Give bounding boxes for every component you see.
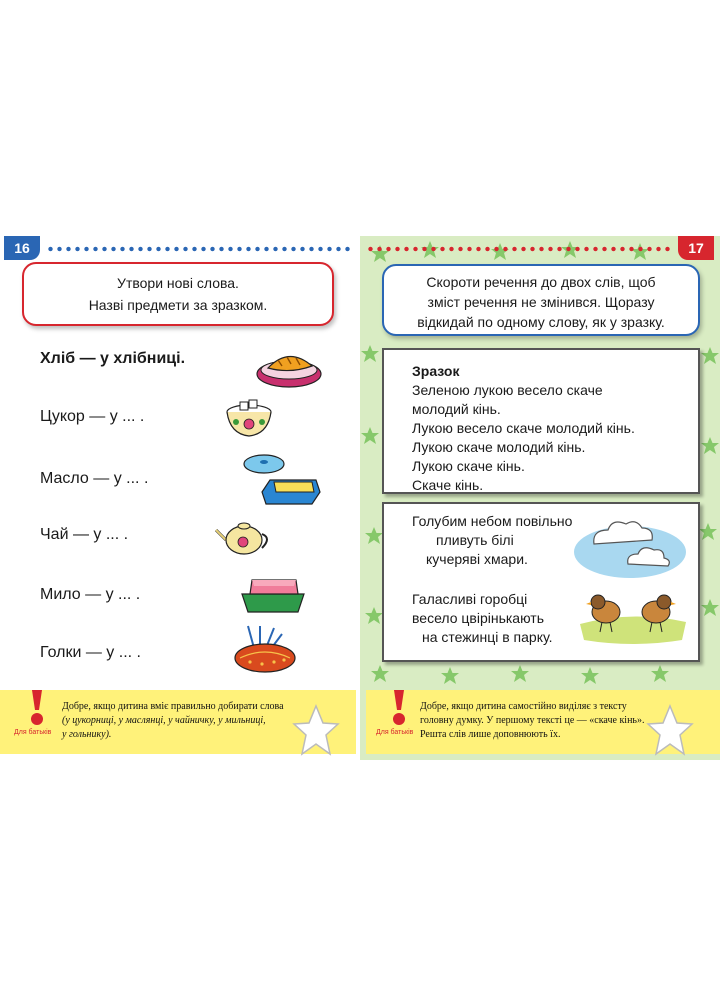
right-page xyxy=(360,236,720,760)
exercise-item: Голки — у ... . xyxy=(40,644,141,661)
sentence-line: весело цвірінькають xyxy=(412,610,544,626)
teapot-icon xyxy=(212,516,276,556)
exercise-item: Масло — у ... . xyxy=(40,470,149,487)
sentence-line: Галасливі горобці xyxy=(412,591,528,607)
note-line: у гольнику). xyxy=(62,729,112,740)
pincushion-icon xyxy=(230,624,300,674)
sample-line: Зеленою лукою весело скаче xyxy=(412,382,603,398)
sentence-line: кучеряві хмари. xyxy=(426,551,528,567)
note-line: Добре, якщо дитина самостійно виділяє з тексту xyxy=(420,701,627,712)
star-icon xyxy=(292,704,340,758)
butter-dish-icon xyxy=(240,452,324,510)
dotted-line-right xyxy=(366,246,672,252)
note-line: Добре, якщо дитина вміє правильно добирати слова xyxy=(62,701,284,712)
sentence-line: пливуть білі xyxy=(436,532,514,548)
exercise-item: Чай — у ... . xyxy=(40,526,129,543)
sentence-line: на стежинці в парку. xyxy=(422,629,553,645)
instruction-line: відкидай по одному слову, як у зразку. xyxy=(417,314,665,330)
instruction-line: Скороти речення до двох слів, щоб xyxy=(426,274,656,290)
page-number-right: 17 xyxy=(678,236,714,260)
instruction-line: Назві предмети за зразком. xyxy=(88,297,268,313)
dotted-line-left xyxy=(46,246,352,252)
clouds-icon xyxy=(572,514,688,580)
star-icon xyxy=(646,704,694,758)
sparrows-icon xyxy=(578,590,688,652)
exercise-item: Мило — у ... . xyxy=(40,586,141,603)
instruction-box-right xyxy=(382,264,700,336)
sample-line: Лукою весело скаче молодий кінь. xyxy=(412,420,635,436)
note-line: Решта слів лише доповнюють їх. xyxy=(420,729,561,740)
sample-line: Лукою скаче молодий кінь. xyxy=(412,439,586,455)
note-label: Для батьків xyxy=(14,729,52,736)
bread-basket-icon xyxy=(254,348,324,388)
note-line: (у цукорниці, у маслянці, у чайничку, у мильниці, xyxy=(62,715,266,726)
left-page xyxy=(0,236,356,760)
page-number-left: 16 xyxy=(4,236,40,260)
exercise-box xyxy=(382,502,700,662)
sugar-bowl-icon xyxy=(222,396,276,440)
note-line: головну думку. У першому тексті це — «скаче кінь». xyxy=(420,715,645,726)
model-item: Хліб — у хлібниці. xyxy=(40,350,186,367)
note-label: Для батьків xyxy=(376,729,414,736)
exercise-item: Цукор — у ... . xyxy=(40,408,145,425)
sample-line: Скаче кінь. xyxy=(412,477,484,493)
sentence-line: Голубим небом повільно xyxy=(412,513,573,529)
instruction-box-left xyxy=(22,262,334,326)
sample-line: молодий кінь. xyxy=(412,401,501,417)
sample-line: Лукою скаче кінь. xyxy=(412,458,525,474)
instruction-line: Утвори нові слова. xyxy=(117,275,239,291)
soap-dish-icon xyxy=(238,572,308,616)
sentence-1 xyxy=(412,512,572,569)
sentence-2 xyxy=(412,590,552,647)
instruction-line: зміст речення не змінився. Щоразу xyxy=(427,294,655,310)
sample-title: Зразок xyxy=(412,363,460,379)
sample-box xyxy=(382,348,700,494)
